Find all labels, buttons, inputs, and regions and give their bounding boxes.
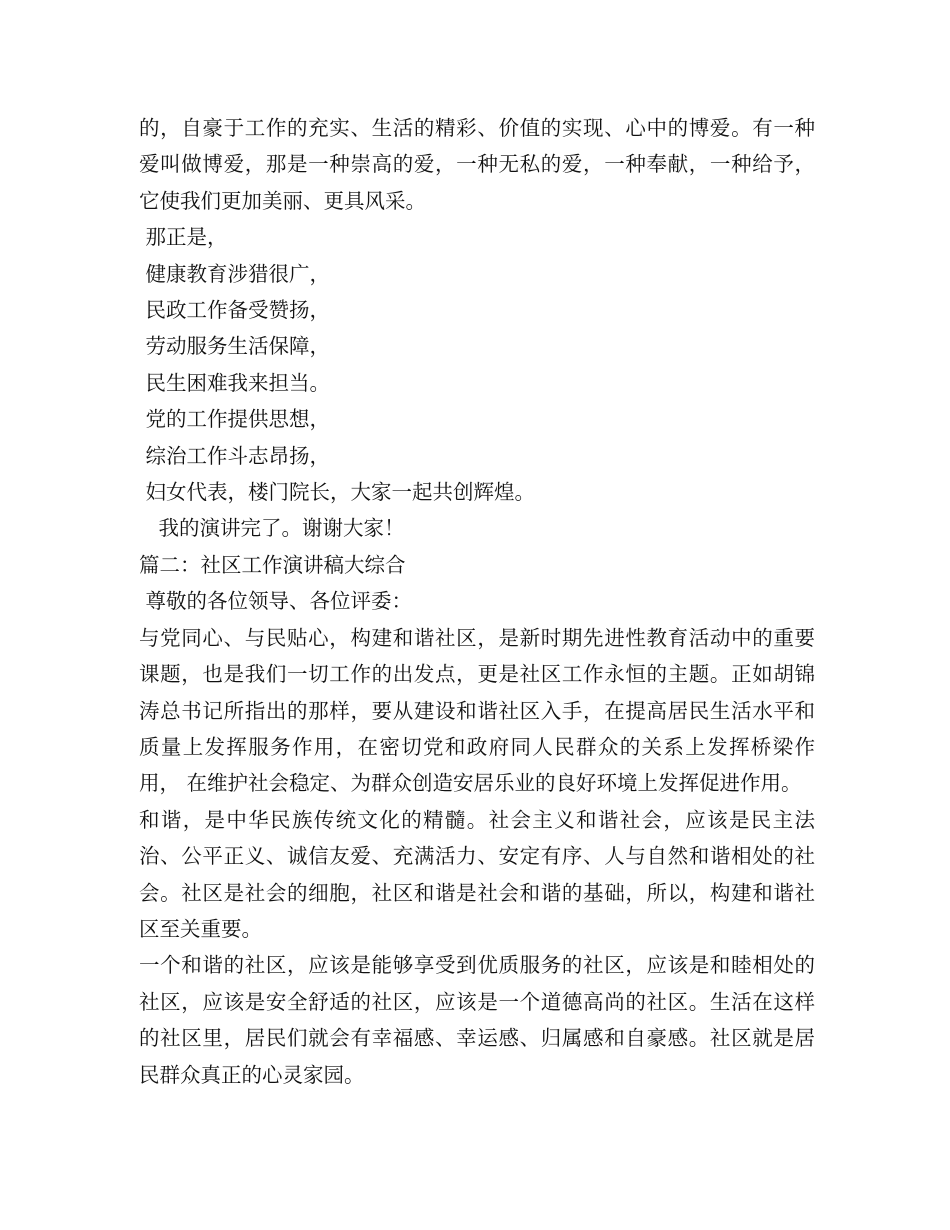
poem-line-2: 健康教育涉猎很广，	[139, 261, 331, 286]
paragraph-body-2: 和谐，是中华民族传统文化的精髓。社会主义和谐社会，应该是民主法治、公平正义、诚信友爱、充满活力、安定有序、人与自然和谐相处的社会。社区是社会的细胞，社区和谐是社会和谐的基础，所以，构建和谐社区至关重要。	[139, 807, 815, 941]
section-heading: 篇二：社区工作演讲稿大综合	[139, 552, 406, 577]
poem-line-3: 民政工作备受赞扬，	[139, 298, 331, 323]
poem-line-4: 劳动服务生活保障，	[139, 334, 331, 359]
poem-line-8: 妇女代表，楼门院长，大家一起共创辉煌。	[139, 480, 536, 505]
document-body	[139, 110, 815, 1093]
poem-line-6: 党的工作提供思想，	[139, 407, 331, 432]
paragraph-body-1: 与党同心、与民贴心，构建和谐社区，是新时期先进性教育活动中的重要课题，也是我们一切工作的出发点，更是社区工作永恒的主题。正如胡锦涛总书记所指出的那样，要从建设和谐社区入手，在提高居民生活水平和质量上发挥服务作用，在密切党和政府同人民群众的关系上发挥桥梁作用， 在维护社会稳定、为群众创造安居乐业的良好环境上发挥促进作用。	[139, 625, 815, 796]
poem-line-5: 民生困难我来担当。	[139, 370, 331, 395]
poem-line-1: 那正是，	[139, 225, 228, 250]
closing-line: 我的演讲完了。谢谢大家！	[139, 516, 405, 541]
paragraph-body-3: 一个和谐的社区，应该是能够享受到优质服务的社区，应该是和睦相处的社区，应该是安全舒适的社区，应该是一个道德高尚的社区。生活在这样的社区里，居民们就会有幸福感、幸运感、归属感和自豪感。社区就是居民群众真正的心灵家园。	[139, 953, 815, 1087]
paragraph-intro: 的，自豪于工作的充实、生活的精彩、价值的实现、心中的博爱。有一种爱叫做博爱，那是一种崇高的爱，一种无私的爱，一种奉献，一种给予，它使我们更加美丽、更具风采。	[139, 116, 815, 213]
salutation: 尊敬的各位领导、各位评委：	[139, 589, 413, 614]
poem-line-7: 综治工作斗志昂扬，	[139, 443, 331, 468]
